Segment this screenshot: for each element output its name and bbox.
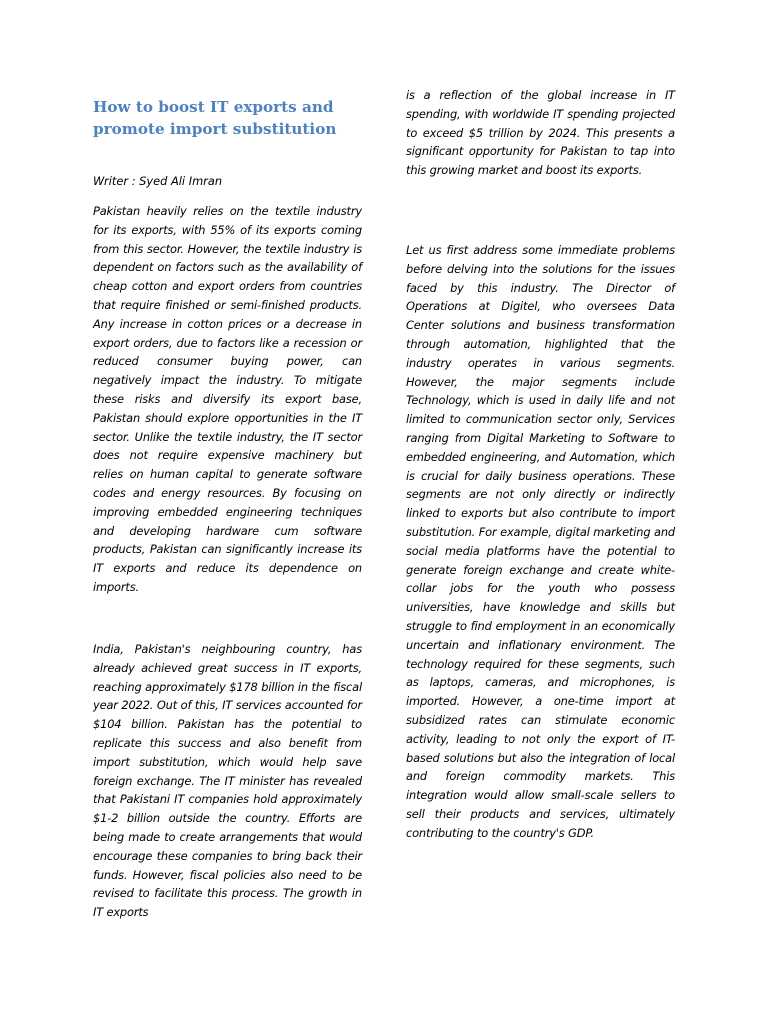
paragraph-textile-industry: Pakistan heavily relies on the textile industry for its exports, with 55% of its exports coming from this sector. However, the textile industry is dependent on factors such as the availability of cheap cotton and export orders from countries that require finished or semi-finished products. Any increase in cotton prices or a decrease in export orders, due to factors like a recession or reduced consumer buying power, can negatively impact the industry. To mitigate these risks and diversify its export base, Pakistan should explore opportunities in the IT sector. Unlike the textile industry, the IT sector does not require expensive machinery but relies on human capital to generate software codes and energy resources. By focusing on improving embedded engineering techniques and developing hardware cum software products, Pakistan can significantly increase its IT exports and reduce its dependence on imports. — [93, 204, 362, 594]
paragraph-india-exports: India, Pakistan's neighbouring country, has already achieved great success in IT exports, reaching approximately $178 billion in the fiscal year 2022. Out of this, IT services accounted for $104 billion. Pakistan has the potential to replicate this success and also benefit from import substitution, which would help save foreign exchange. The IT minister has revealed that Pakistani IT companies hold approximately $1-2 billion outside the country. Efforts are being made to create arrangements that would encourage these companies to bring back their funds. However, fiscal policies also need to be revised to facilitate this process. The growth in IT exports — [93, 642, 362, 920]
paragraph-industry-problems: Let us first address some immediate problems before delving into the solutions for the issues faced by this industry. The Director of Operations at Digitel, who oversees Data Center solutions and business transformation through automation, highlighted that the industry operates in various segments. However, the major segments include Technology, which is used in daily life and not limited to communication sector only, Services ranging from Digital Marketing to Software to embedded engineering, and Automation, which is crucial for daily business operations. These segments are not only directly or indirectly linked to exports but also contribute to import substitution. For example, digital marketing and social media platforms have the potential to generate foreign exchange and create white-collar jobs for the youth who possess universities, have knowledge and skills but struggle to find employment in an economically uncertain and inflationary environment. The technology required for these segments, such as laptops, cameras, and microphones, is imported. However, a one-time import at subsidized rates can stimulate economic activity, leading to not only the export of IT-based solutions but also the integration of local and foreign commodity markets. This integration would allow small-scale sellers to sell their products and services, ultimately contributing to the country's GDP. — [406, 243, 675, 840]
paragraph-global-it-spending: is a reflection of the global increase in IT spending, with worldwide IT spending projected to exceed $5 trillion by 2024. This presents a significant opportunity for Pakistan to tap into this growing market and boost its exports. — [406, 88, 675, 178]
article-title: How to boost IT exports and promote import substitution — [93, 98, 337, 138]
article-writer: Writer : Syed Ali Imran — [93, 174, 223, 188]
